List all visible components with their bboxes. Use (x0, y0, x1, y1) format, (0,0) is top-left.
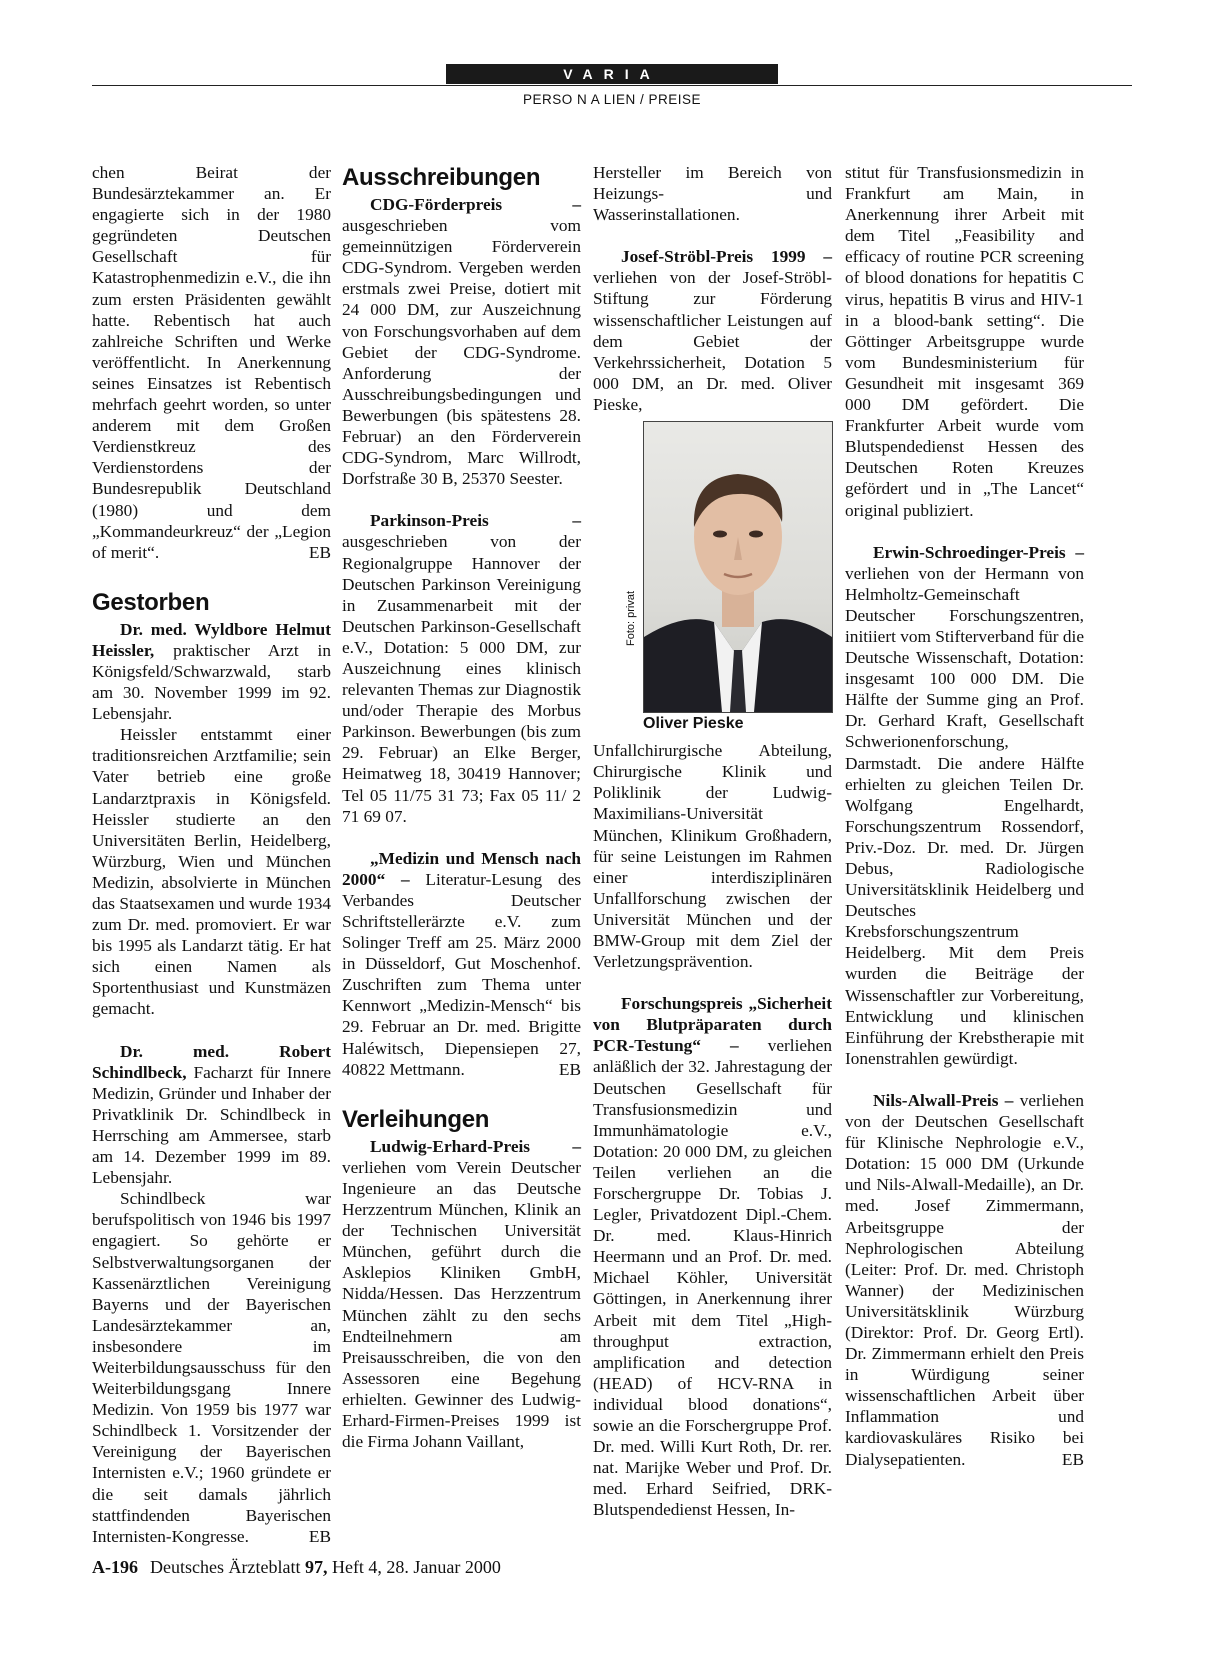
stroebl-paragraph: Josef-Ströbl-Preis 1999 – verliehen von der Josef-Ströbl-Stiftung zur Förderung wissenschaftlicher Leistungen auf dem Gebiet der Verkehrssicherheit, Dotation 5 000 DM, an Dr. med. Oliver Pieske, (593, 247, 832, 414)
alwall-title: Nils-Alwall-Preis – (873, 1090, 1014, 1110)
medizin-title: „Medizin und Mensch nach 2000“ – (342, 848, 581, 889)
forschung-continuation: stitut für Transfusionsmedizin in Frankfurt am Main, in Anerkennung ihrer Arbeit mit dem Titel „Feasibility and efficacy of routine PCR screening of blood donations for hepatitis C virus, hepatitis B virus and HIV-1 in a blood-bank setting“. Die Göttinger Arbeitsgruppe wurde vom Bundesministerium für Gesundheit mit insgesamt 369 000 DM gefördert. Die Frankfurter Arbeit wurde vom Blutspendedienst Hessen des Deutschen Roten Kreuzes gefördert und in „The Lancet“ original publiziert. (845, 163, 1084, 520)
column-4 (845, 162, 1084, 1470)
vaillant-continuation: Hersteller im Bereich von Heizungs- und Wasserinstallationen. (593, 163, 832, 225)
portrait-figure (625, 421, 833, 734)
schindlbeck-name: Dr. med. Robert Schindlbeck, (92, 1041, 331, 1082)
heading-gestorben: Gestorben (92, 588, 210, 616)
parkinson-title: Parkinson-Preis – (370, 511, 581, 531)
photo-caption: Oliver Pieske (643, 715, 744, 733)
journal-volume: 97, (304, 1557, 328, 1577)
erhard-paragraph: Ludwig-Erhard-Preis – verliehen vom Verein Deutscher Ingenieure an das Deutsche Herzzentrum München, Klinik an der Technischen Universität München, geführt durch die Asklepios Kliniken GmbH, Nidda/Hessen. Das Herzzentrum München zählt zu den sechs Endteilnehmern am Preisausschreiben, die von den Assessoren eine Begehung erhielten. Gewinner des Ludwig-Erhard-Firmen-Preises 1999 ist die Firma Johann Vaillant, (342, 1136, 581, 1452)
portrait-photo (643, 421, 833, 713)
heading-verleihungen: Verleihungen (342, 1105, 490, 1133)
medizin-paragraph: „Medizin und Mensch nach 2000“ – Literatur-Lesung des Verbandes Deutscher Schriftstellerärzte e.V. zum Solinger Treff am 25. März 2000 in Düsseldorf, Gut Moschenhof. Zuschriften zum Thema unter Kennwort „Medizin-Mensch“ bis 29. Februar an Dr. med. Brigitte Haléwitsch, Diepensiepen 27, 40822 Mettmann. EB (342, 848, 581, 1079)
heading-ausschreibungen: Ausschreibungen (342, 164, 541, 191)
section-header-bar (446, 64, 778, 84)
author-signature: EB (308, 542, 331, 562)
column-2 (342, 162, 581, 1452)
journal-issue: Heft 4, 28. Januar 2000 (327, 1557, 501, 1577)
column-1 (92, 162, 331, 1547)
stroebl-title: Josef-Ströbl-Preis 1999 – (621, 247, 832, 267)
section-title: VARIA (563, 66, 661, 82)
column-3 (593, 162, 832, 1521)
section-subtitle: PERSO N A LIEN / PREISE (522, 92, 702, 107)
schindlbeck-bio: Schindlbeck war berufspolitisch von 1946 bis 1997 engagiert. So gehörte er Selbstverwaltungsorganen der Kassenärztlichen Vereinigung Bayerns und der Bayerischen Landesärztekammer an, insbesondere im Weiterbildungsausschuss für den Weiterbildungsgang Innere Medizin. Von 1959 bis 1977 war Schindlbeck 1. Vorsitzender der Vereinigung der Bayerischen Internisten e.V.; 1960 gründete er die seit damals jährlich stattfindenden Bayerischen Internisten-Kongresse. EB (92, 1189, 331, 1546)
page-number: A-196 (92, 1557, 138, 1577)
erhard-title: Ludwig-Erhard-Preis – (370, 1136, 581, 1156)
header-rule (92, 85, 1132, 86)
journal-name: Deutsches Ärzteblatt (150, 1557, 305, 1577)
page-footer (92, 1557, 501, 1578)
portrait-illustration (644, 422, 832, 712)
cdg-title: CDG-Förderpreis – (370, 195, 581, 214)
schroedinger-paragraph: Erwin-Schroedinger-Preis – verliehen von der Hermann von Helmholtz-Gemeinschaft Deutscher Forschungszentren, initiiert vom Stifterverband für die Deutsche Wissenschaft, Dotation: insgesamt 100 000 DM. Die Hälfte der Summe ging an Prof. Dr. Gerhard Kraft, Gesellschaft Schwerionenforschung, Darmstadt. Die andere Hälfte erhielten zu gleichen Teilen Dr. Wolfgang Engelhardt, Forschungszentrum Rossendorf, Priv.-Doz. Dr. med. Dr. Jürgen Debus, Radiologische Universitätsklinik Heidelberg und Deutsches Krebsforschungszentrum Heidelberg. Mit dem Preis wurden die Beiträge der Wissenschaftler zur Vorbereitung, Entwicklung und klinischen Einführung der Krebstherapie mit Ionenstrahlen gewürdigt. (845, 542, 1084, 1068)
heissler-bio: Heissler entstammt einer traditionsreichen Arztfamilie; sein Vater betrieb eine große Landarztpraxis in Königsfeld. Heissler studierte an den Universitäten Berlin, Heidelberg, Würzburg, Wien und München Medizin, absolvierte in München das Staatsexamen und wurde 1934 zum Dr. med. promoviert. Er war bis 1995 als Landarzt tätig. Er hat sich einen Namen als Sportenthusiast und Kunstmäzen gemacht. (92, 725, 332, 1019)
schroedinger-title: Erwin-Schroedinger-Preis – (873, 542, 1084, 562)
photo-credit: Foto: privat (625, 591, 637, 647)
alwall-paragraph: Nils-Alwall-Preis – verliehen von der Deutschen Gesellschaft für Klinische Nephrologie e.V., Dotation: 15 000 DM (Urkunde und Nils-Alwall-Medaille), an Dr. med. Josef Zimmermann, Arbeitsgruppe der Nephrologischen Abteilung (Leiter: Prof. Dr. med. Christoph Wanner) der Medizinischen Universitätsklinik Würzburg (Direktor: Prof. Dr. Georg Ertl). Dr. Zimmermann erhielt den Preis in Würdigung seiner wissenschaftlichen Arbeit über Inflammation und kardiovaskuläres Risiko bei Dialysepatienten. EB (845, 1090, 1084, 1469)
heissler-paragraph: Dr. med. Wyldbore Helmut Heissler, praktischer Arzt in Königsfeld/Schwarzwald, starb am 30. November 1999 im 92. Lebensjahr. (92, 619, 331, 724)
author-signature: EB (308, 1526, 331, 1546)
forschung-title: Forschungspreis „Sicherheit von Blutpräparaten durch PCR-Testung“ – (593, 994, 832, 1056)
cdg-paragraph: CDG-Förderpreis – ausgeschrieben vom gemeinnützigen Förderverein CDG-Syndrom. Vergeben werden erstmals zwei Preise, dotiert mit 24 000 DM, zur Auszeichnung von Forschungsvorhaben auf dem Gebiet der CDG-Syndrome. Anforderung der Ausschreibungsbedingungen und Bewerbungen (bis spätestens 28. Februar) an den Förderverein CDG-Syndrom, Marc Willrodt, Dorfstraße 30 B, 25370 Seester. (342, 195, 581, 489)
parkinson-paragraph: Parkinson-Preis – ausgeschrieben von der Regionalgruppe Hannover der Deutschen Parkinson Vereinigung in Zusammenarbeit mit der Deutschen Parkinson-Gesellschaft e.V., Dotation: 5 000 DM, zur Auszeichnung eines klinisch relevanten Themas zur Diagnostik und/oder Therapie des Morbus Parkinson. Bewerbungen (bis zum 29. Februar) an Elke Berger, Heimatweg 18, 30419 Hannover; Tel 05 11/75 31 73; Fax 05 11/ 2 71 69 07. (342, 511, 581, 826)
schindlbeck-paragraph: Dr. med. Robert Schindlbeck, Facharzt für Innere Medizin, Gründer und Inhaber der Privatklinik Dr. Schindlbeck in Herrsching am Ammersee, starb am 14. Dezember 1999 im 89. Lebensjahr. (92, 1041, 331, 1188)
pieske-continuation: Unfallchirurgische Abteilung, Chirurgische Klinik und Poliklinik der Ludwig-Maximilians-Universität München, Klinikum Großhadern, für seine Leistungen im Rahmen einer interdisziplinären Unfallforschung zwischen der Universität München und der BMW-Group mit dem Ziel der Verletzungsprävention. (593, 741, 832, 972)
author-signature: EB (558, 1059, 581, 1079)
rebentisch-paragraph: chen Beirat der Bundesärztekammer an. Er engagierte sich in der 1980 gegründeten Deutschen Gesellschaft für Katastrophenmedizin e.V., die ihn zum ersten Präsidenten gewählt hatte. Rebentisch hat auch zahlreiche Schriften und Werke veröffentlicht. In Anerkennung seines Einsatzes ist Rebentisch mehrfach geehrt worden, so unter anderem mit dem Großen Verdienstkreuz des Verdienstordens der Bundesrepublik Deutschland (1980) und dem „Kommandeurkreuz“ der „Legion of merit“. EB (92, 163, 331, 562)
heissler-name: Dr. med. Wyldbore Helmut Heissler, (92, 619, 331, 660)
forschung-paragraph: Forschungspreis „Sicherheit von Blutpräparaten durch PCR-Testung“ – verliehen anläßlich der 32. Jahrestagung der Deutschen Gesellschaft für Transfusionsmedizin und Immunhämatologie e.V., Dotation: 20 000 DM, zu gleichen Teilen verliehen an die Forschergruppe Dr. Tobias J. Legler, Privatdozent Dipl.-Chem. Dr. med. Klaus-Hinrich Heermann und an Prof. Dr. med. Michael Köhler, Universität Göttingen, in Anerkennung ihrer Arbeit mit dem Titel „High-throughput extraction, amplification and detection (HEAD) of HCV-RNA in individual blood donations“, sowie an die Forschergruppe Prof. Dr. med. Willi Kurt Roth, Dr. rer. nat. Marijke Weber und Prof. Dr. med. Erhard Seifried, DRK-Blutspendedienst Hessen, In- (593, 994, 832, 1520)
author-signature: EB (1061, 1449, 1084, 1469)
